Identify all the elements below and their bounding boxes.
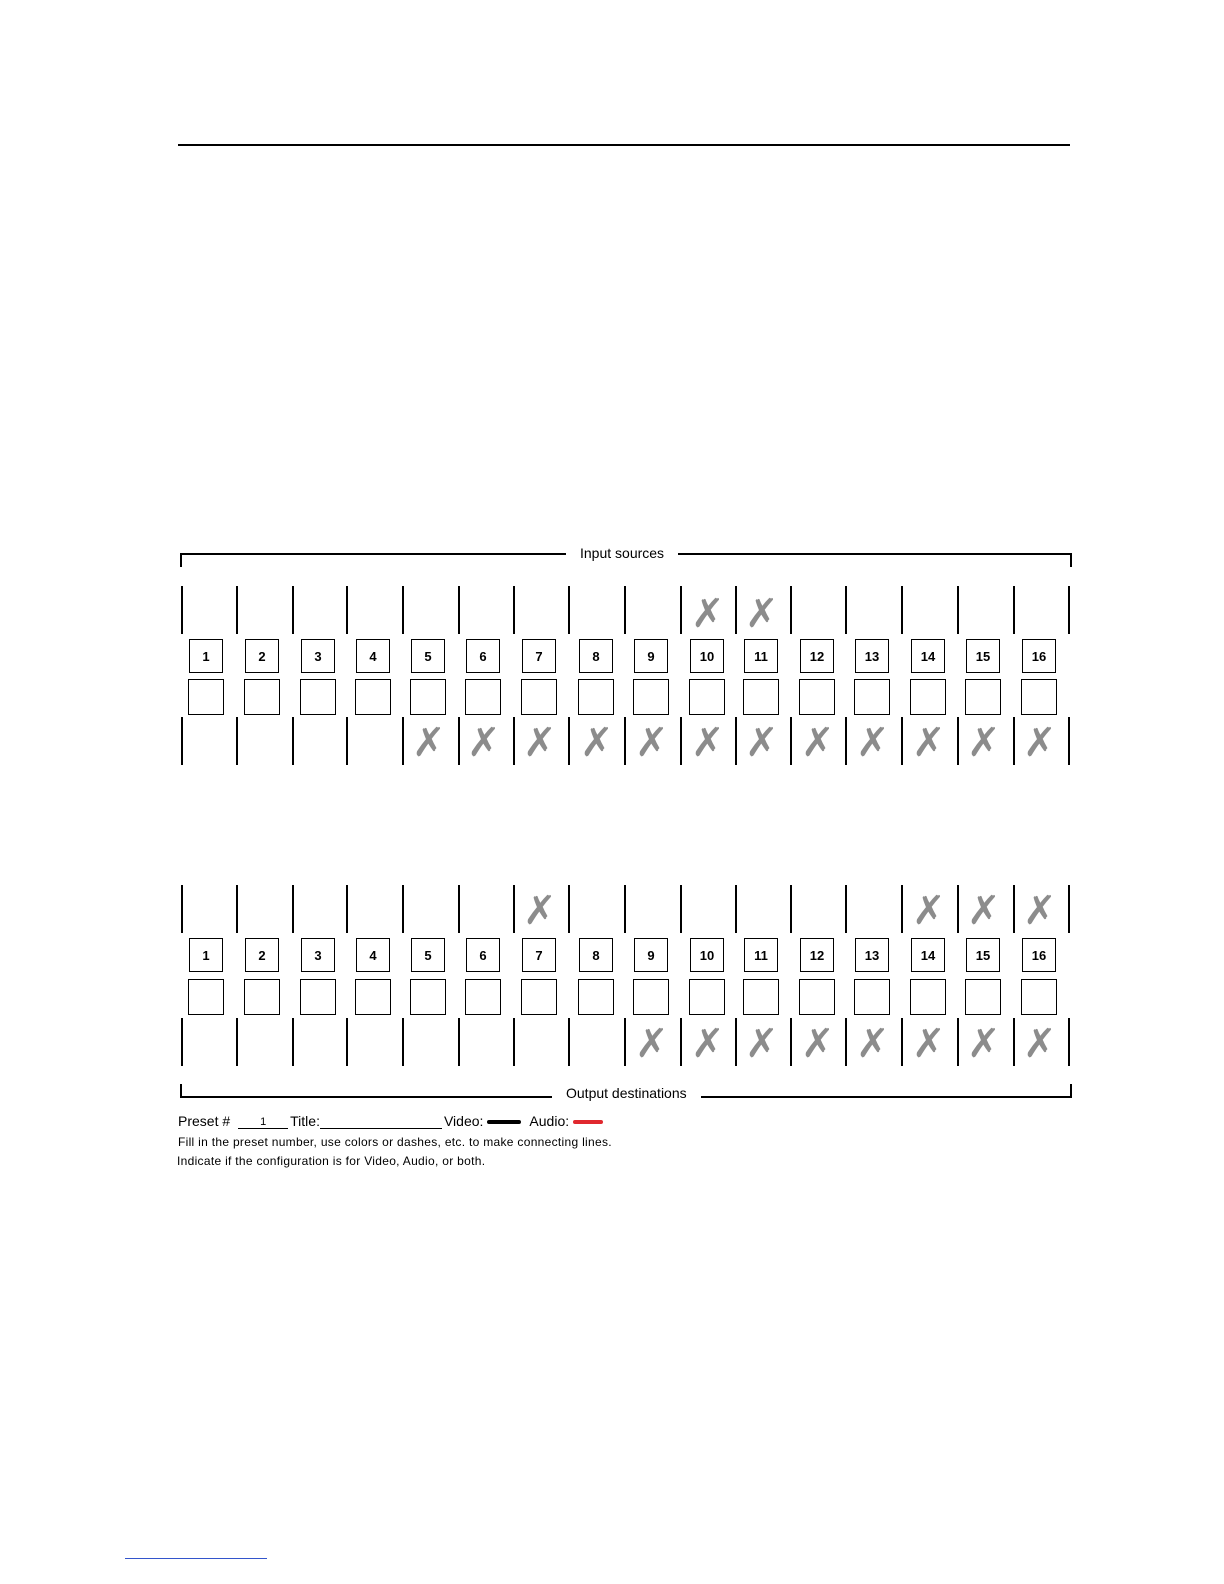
input-upper-connector-line <box>735 586 737 634</box>
input-checkbox-12[interactable] <box>799 679 835 715</box>
input-lower-connector-line <box>790 717 792 765</box>
output-number-box-8: 8 <box>579 938 613 972</box>
input-lower-mark-11: ✗ <box>745 720 779 766</box>
output-upper-connector-line <box>901 885 903 933</box>
input-number-box-3: 3 <box>301 639 335 673</box>
output-lower-mark-12: ✗ <box>801 1021 835 1067</box>
output-lower-mark-13: ✗ <box>856 1021 890 1067</box>
audio-label: Audio: <box>529 1113 570 1129</box>
output-upper-connector-line <box>735 885 737 933</box>
input-upper-connector-line <box>1013 586 1015 634</box>
input-lower-mark-6: ✗ <box>467 720 501 766</box>
input-number-box-14: 14 <box>911 639 945 673</box>
output-checkbox-3[interactable] <box>300 979 336 1015</box>
preset-number-field[interactable]: 1 <box>238 1116 288 1129</box>
output-checkbox-8[interactable] <box>578 979 614 1015</box>
input-upper-connector-line <box>624 586 626 634</box>
output-number-box-9: 9 <box>634 938 668 972</box>
output-lower-connector-line <box>181 1018 183 1066</box>
output-lower-connector-line <box>680 1018 682 1066</box>
output-upper-mark-16: ✗ <box>1023 888 1057 934</box>
output-upper-connector-line <box>790 885 792 933</box>
input-number-box-6: 6 <box>466 639 500 673</box>
input-lower-connector-line <box>292 717 294 765</box>
output-number-box-12: 12 <box>800 938 834 972</box>
input-lower-connector-line <box>680 717 682 765</box>
input-number-box-10: 10 <box>690 639 724 673</box>
input-lower-connector-line <box>957 717 959 765</box>
output-number-box-5: 5 <box>411 938 445 972</box>
input-upper-connector-line <box>790 586 792 634</box>
output-upper-connector-line <box>568 885 570 933</box>
output-checkbox-5[interactable] <box>410 979 446 1015</box>
instruction-line-2: Indicate if the configuration is for Video, Audio, or both. <box>177 1154 486 1168</box>
output-number-box-15: 15 <box>966 938 1000 972</box>
video-label: Video: <box>443 1113 484 1129</box>
output-upper-connector-line <box>624 885 626 933</box>
output-checkbox-6[interactable] <box>465 979 501 1015</box>
output-lower-mark-9: ✗ <box>635 1021 669 1067</box>
output-checkbox-14[interactable] <box>910 979 946 1015</box>
input-lower-connector-line <box>901 717 903 765</box>
output-lower-connector-line <box>790 1018 792 1066</box>
output-upper-mark-15: ✗ <box>967 888 1001 934</box>
output-upper-connector-line <box>845 885 847 933</box>
output-checkbox-7[interactable] <box>521 979 557 1015</box>
title-label: Title: <box>290 1113 320 1129</box>
input-lower-mark-14: ✗ <box>912 720 946 766</box>
input-checkbox-7[interactable] <box>521 679 557 715</box>
output-checkbox-4[interactable] <box>355 979 391 1015</box>
output-lower-mark-16: ✗ <box>1023 1021 1057 1067</box>
output-lower-connector-line <box>735 1018 737 1066</box>
input-checkbox-5[interactable] <box>410 679 446 715</box>
input-checkbox-14[interactable] <box>910 679 946 715</box>
input-checkbox-13[interactable] <box>854 679 890 715</box>
output-checkbox-10[interactable] <box>689 979 725 1015</box>
output-checkbox-16[interactable] <box>1021 979 1057 1015</box>
instruction-line-1: Fill in the preset number, use colors or dashes, etc. to make connecting lines. <box>178 1135 612 1149</box>
output-number-box-10: 10 <box>690 938 724 972</box>
input-upper-connector-line <box>901 586 903 634</box>
output-lower-connector-line <box>402 1018 404 1066</box>
input-number-box-4: 4 <box>356 639 390 673</box>
input-lower-connector-line <box>513 717 515 765</box>
output-checkbox-2[interactable] <box>244 979 280 1015</box>
input-number-box-11: 11 <box>744 639 778 673</box>
output-number-box-4: 4 <box>356 938 390 972</box>
input-number-box-2: 2 <box>245 639 279 673</box>
output-upper-connector-line <box>1013 885 1015 933</box>
output-lower-connector-line <box>292 1018 294 1066</box>
input-lower-connector-line <box>402 717 404 765</box>
output-number-box-7: 7 <box>522 938 556 972</box>
input-lower-mark-7: ✗ <box>523 720 557 766</box>
input-lower-connector-line <box>346 717 348 765</box>
output-upper-connector-line <box>458 885 460 933</box>
input-lower-connector-line <box>845 717 847 765</box>
output-upper-connector-line <box>346 885 348 933</box>
output-lower-mark-11: ✗ <box>745 1021 779 1067</box>
video-line-swatch <box>487 1120 521 1124</box>
input-lower-mark-5: ✗ <box>412 720 446 766</box>
input-lower-connector-line <box>624 717 626 765</box>
input-checkbox-9[interactable] <box>633 679 669 715</box>
input-lower-mark-9: ✗ <box>635 720 669 766</box>
output-lower-connector-line <box>568 1018 570 1066</box>
output-upper-mark-14: ✗ <box>912 888 946 934</box>
output-lower-connector-line <box>236 1018 238 1066</box>
output-lower-connector-line <box>957 1018 959 1066</box>
preset-label: Preset # <box>178 1113 231 1129</box>
input-upper-connector-line <box>845 586 847 634</box>
input-checkbox-6[interactable] <box>465 679 501 715</box>
input-lower-mark-13: ✗ <box>856 720 890 766</box>
output-upper-connector-line <box>957 885 959 933</box>
output-checkbox-15[interactable] <box>965 979 1001 1015</box>
output-number-box-14: 14 <box>911 938 945 972</box>
output-number-box-13: 13 <box>855 938 889 972</box>
input-number-box-9: 9 <box>634 639 668 673</box>
input-checkbox-11[interactable] <box>743 679 779 715</box>
input-upper-connector-line <box>181 586 183 634</box>
output-number-box-6: 6 <box>466 938 500 972</box>
output-destinations-label: Output destinations <box>552 1085 701 1101</box>
input-number-box-13: 13 <box>855 639 889 673</box>
input-number-box-12: 12 <box>800 639 834 673</box>
input-checkbox-15[interactable] <box>965 679 1001 715</box>
input-upper-mark-11: ✗ <box>745 591 779 637</box>
input-number-box-8: 8 <box>579 639 613 673</box>
output-checkbox-12[interactable] <box>799 979 835 1015</box>
output-lower-connector-line <box>845 1018 847 1066</box>
output-upper-connector-line <box>680 885 682 933</box>
output-upper-mark-7: ✗ <box>523 888 557 934</box>
output-number-box-3: 3 <box>301 938 335 972</box>
output-checkbox-9[interactable] <box>633 979 669 1015</box>
input-upper-connector-line <box>458 586 460 634</box>
input-upper-connector-line <box>680 586 682 634</box>
input-sources-label: Input sources <box>566 545 678 561</box>
output-upper-connector-line <box>402 885 404 933</box>
input-number-box-7: 7 <box>522 639 556 673</box>
output-lower-connector-line <box>901 1018 903 1066</box>
title-field[interactable] <box>320 1114 442 1129</box>
input-lower-mark-10: ✗ <box>691 720 725 766</box>
input-upper-connector-line <box>402 586 404 634</box>
input-number-box-16: 16 <box>1022 639 1056 673</box>
output-upper-connector-line <box>292 885 294 933</box>
input-lower-connector-line <box>458 717 460 765</box>
input-number-box-15: 15 <box>966 639 1000 673</box>
output-lower-connector-line <box>624 1018 626 1066</box>
input-lower-mark-12: ✗ <box>801 720 835 766</box>
input-upper-connector-line <box>513 586 515 634</box>
output-upper-connector-line <box>236 885 238 933</box>
input-upper-connector-line <box>1068 586 1070 634</box>
input-lower-connector-line <box>1013 717 1015 765</box>
input-lower-mark-16: ✗ <box>1023 720 1057 766</box>
input-number-box-1: 1 <box>189 639 223 673</box>
input-checkbox-16[interactable] <box>1021 679 1057 715</box>
output-lower-connector-line <box>513 1018 515 1066</box>
output-lower-connector-line <box>1013 1018 1015 1066</box>
input-lower-connector-line <box>236 717 238 765</box>
output-number-box-2: 2 <box>245 938 279 972</box>
input-upper-connector-line <box>236 586 238 634</box>
audio-line-swatch <box>573 1120 603 1124</box>
preset-line <box>178 1113 609 1129</box>
output-upper-connector-line <box>1068 885 1070 933</box>
input-upper-connector-line <box>346 586 348 634</box>
input-checkbox-3[interactable] <box>300 679 336 715</box>
output-upper-connector-line <box>181 885 183 933</box>
input-checkbox-2[interactable] <box>244 679 280 715</box>
output-number-box-11: 11 <box>744 938 778 972</box>
input-lower-mark-8: ✗ <box>580 720 614 766</box>
input-lower-mark-15: ✗ <box>967 720 1001 766</box>
output-lower-mark-10: ✗ <box>691 1021 725 1067</box>
output-lower-connector-line <box>458 1018 460 1066</box>
input-lower-connector-line <box>568 717 570 765</box>
input-upper-mark-10: ✗ <box>691 591 725 637</box>
input-checkbox-8[interactable] <box>578 679 614 715</box>
input-checkbox-4[interactable] <box>355 679 391 715</box>
footnote-rule <box>125 1558 267 1559</box>
output-upper-connector-line <box>513 885 515 933</box>
output-lower-connector-line <box>1068 1018 1070 1066</box>
output-lower-mark-15: ✗ <box>967 1021 1001 1067</box>
input-checkbox-10[interactable] <box>689 679 725 715</box>
input-lower-connector-line <box>181 717 183 765</box>
output-checkbox-13[interactable] <box>854 979 890 1015</box>
input-lower-connector-line <box>735 717 737 765</box>
output-checkbox-1[interactable] <box>188 979 224 1015</box>
output-number-box-16: 16 <box>1022 938 1056 972</box>
input-lower-connector-line <box>1068 717 1070 765</box>
input-upper-connector-line <box>292 586 294 634</box>
output-number-box-1: 1 <box>189 938 223 972</box>
header-rule <box>178 144 1070 146</box>
output-lower-mark-14: ✗ <box>912 1021 946 1067</box>
output-checkbox-11[interactable] <box>743 979 779 1015</box>
input-checkbox-1[interactable] <box>188 679 224 715</box>
output-lower-connector-line <box>346 1018 348 1066</box>
input-upper-connector-line <box>957 586 959 634</box>
input-number-box-5: 5 <box>411 639 445 673</box>
input-upper-connector-line <box>568 586 570 634</box>
